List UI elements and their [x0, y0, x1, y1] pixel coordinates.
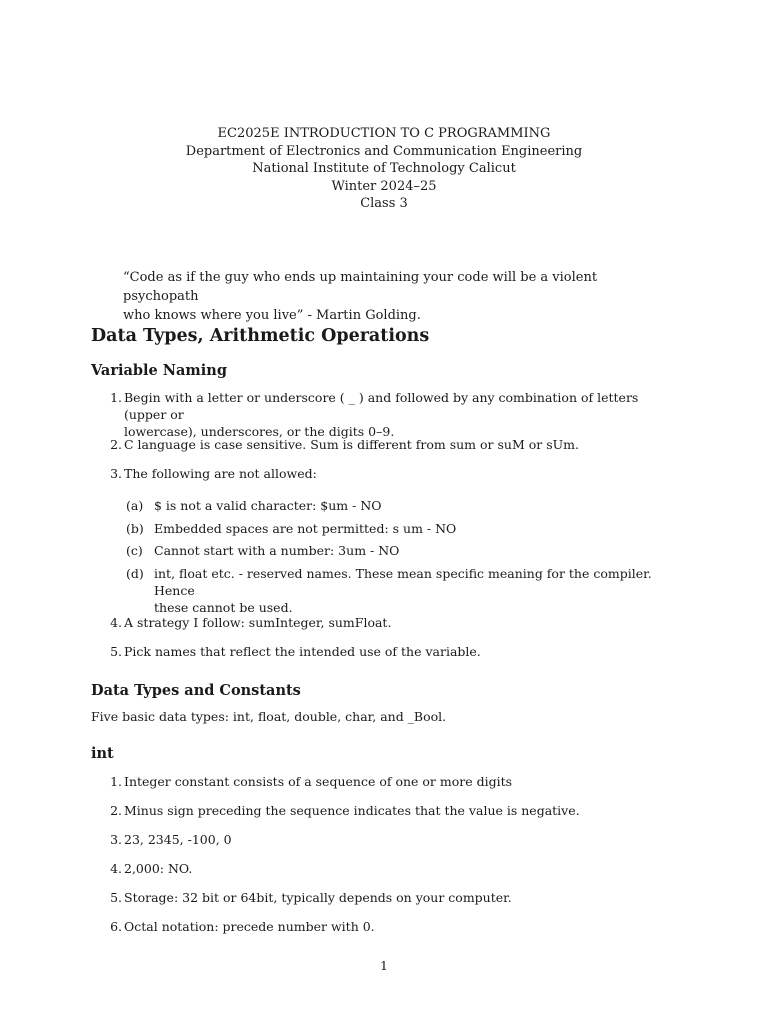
quote-line: “Code as if the guy who ends up maintaining your code will be a violent psychopath: [123, 270, 598, 304]
subitem-text: Embedded spaces are not permitted: s um - NO: [154, 521, 457, 536]
subitem-label: (c): [126, 543, 143, 558]
subitem-label: (a): [126, 498, 144, 513]
quote-line: who knows where you live” - Martin Golding.: [123, 308, 421, 323]
department-name: Department of Electronics and Communication Engineering: [185, 143, 583, 159]
item-number: 5.: [110, 644, 122, 659]
item-text: Minus sign preceding the sequence indicates that the value is negative.: [124, 803, 580, 818]
subitem-label: (d): [126, 566, 144, 581]
item-number: 2.: [110, 437, 122, 452]
class-number: Class 3: [360, 196, 408, 211]
subitem-text: $ is not a valid character: $um - NO: [154, 498, 382, 513]
subitem-text: these cannot be used.: [154, 600, 293, 615]
int-heading: int: [91, 745, 114, 762]
document-header: [0, 125, 768, 213]
item-number: 2.: [110, 803, 122, 818]
data-types-intro: Five basic data types: int, float, double, char, and _Bool.: [91, 709, 447, 724]
page-number: 1: [380, 958, 388, 973]
term: Winter 2024–25: [331, 178, 437, 194]
item-text: 2,000: NO.: [124, 861, 193, 876]
item-number: 3.: [110, 466, 122, 481]
item-number: 5.: [110, 890, 122, 905]
item-text: Storage: 32 bit or 64bit, typically depends on your computer.: [124, 890, 512, 905]
opening-quote: [123, 268, 663, 325]
item-number: 4.: [110, 615, 122, 630]
item-text: Pick names that reflect the intended use of the variable.: [124, 644, 481, 659]
item-text: lowercase), underscores, or the digits 0–9.: [124, 424, 395, 439]
item-number: 1.: [110, 774, 122, 789]
item-number: 6.: [110, 919, 122, 934]
section-title: Data Types, Arithmetic Operations: [91, 326, 430, 346]
item-number: 3.: [110, 832, 122, 847]
item-text: 23, 2345, -100, 0: [124, 832, 232, 847]
subitem-text: Cannot start with a number: 3um - NO: [154, 543, 400, 558]
item-text: Integer constant consists of a sequence of one or more digits: [124, 774, 513, 789]
item-text: C language is case sensitive. Sum is different from sum or suM or sUm.: [124, 437, 579, 452]
item-number: 4.: [110, 861, 122, 876]
item-text: Begin with a letter or underscore ( _ ) and followed by any combination of letters (upper or: [124, 390, 639, 422]
subitem-label: (b): [126, 521, 144, 536]
item-text: Octal notation: precede number with 0.: [124, 919, 375, 934]
item-text: The following are not allowed:: [124, 466, 317, 481]
item-text: A strategy I follow: sumInteger, sumFloat.: [124, 615, 392, 630]
item-number: 1.: [110, 390, 122, 405]
course-title: EC2025E INTRODUCTION TO C PROGRAMMING: [217, 126, 551, 141]
variable-naming-heading: Variable Naming: [91, 362, 227, 379]
institute-name: National Institute of Technology Calicut: [252, 161, 516, 176]
data-types-heading: Data Types and Constants: [91, 682, 301, 699]
subitem-text: int, float etc. - reserved names. These mean specific meaning for the compiler. Hence: [154, 566, 652, 598]
